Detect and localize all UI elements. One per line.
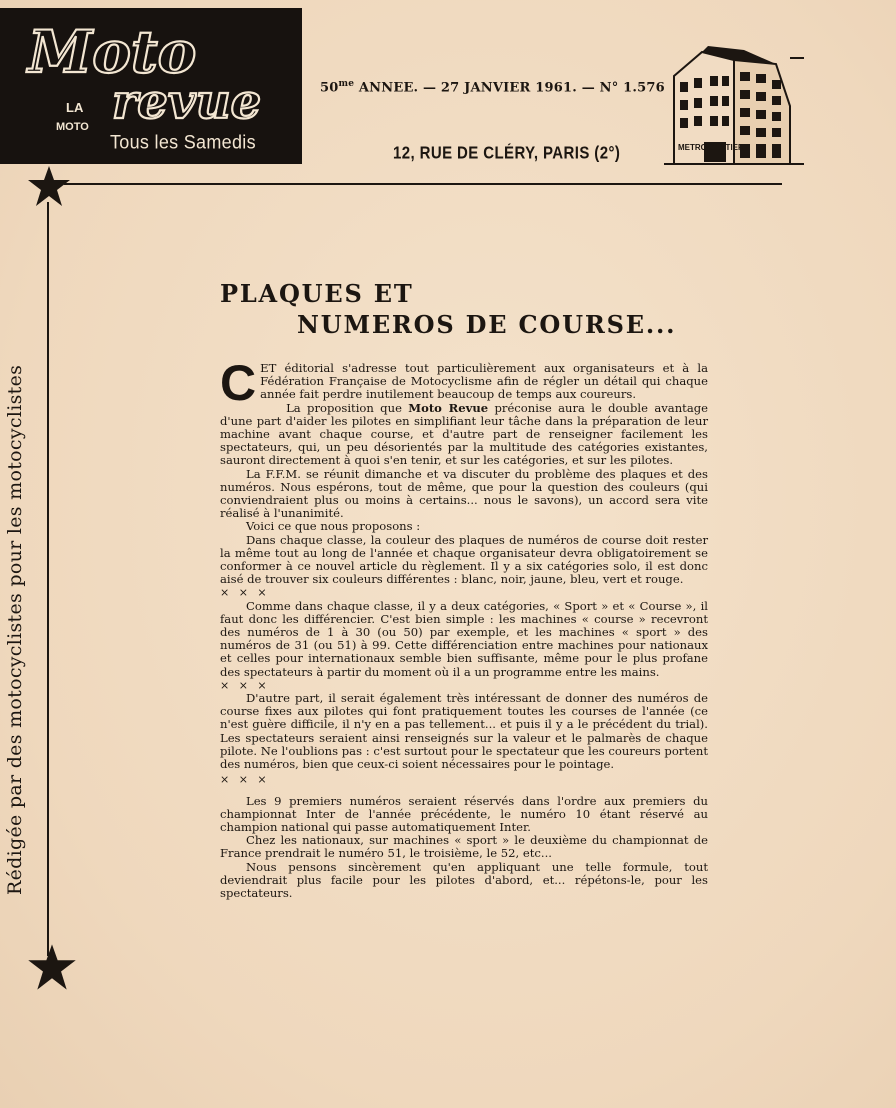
top-rule — [64, 183, 782, 185]
masthead-logo-block — [0, 8, 302, 164]
issue-date-number: ANNEE. — 27 JANVIER 1961. — N° 1.576 — [354, 80, 665, 96]
issue-year-suffix: me — [338, 79, 355, 89]
article-title-line-2: NUMEROS DE COURSE... — [297, 310, 677, 339]
drop-cap: C — [220, 355, 257, 411]
paragraph-categories: Comme dans chaque classe, il y a deux catégories, « Sport » et « Course », il faut donc les différencier. C'est bien simple : les machines « course » recevront des numéros de 1 à 30 (ou 50) par exemple, et les machines « sport » des numéros de 31 (ou 51) à 99. Cette différenciation entre machines pour nationaux et celles pour internationaux semble bien suffisante, même pour le plus profane des spectateurs à partir du moment où il a un programme entre les mains. — [220, 598, 708, 679]
logo-la-word: LA — [66, 100, 84, 115]
brand-name: Moto Revue — [408, 400, 489, 415]
moto-revue-logo — [20, 14, 280, 134]
article-title-line-1: PLAQUES ET — [220, 279, 414, 308]
paragraph-nationals: Chez les nationaux, sur machines « sport » le deuxième du championnat de France prendrait le numéro 51, le troisième, le 52, etc... — [220, 833, 708, 861]
paragraph-intro-text: ET éditorial s'adresse tout particulièrement aux organisateurs et à la Fédération Française de Motocyclisme afin de régler un détail qui chaque année fait perdre inutilement beaucoup de temps aux coureurs. — [260, 361, 708, 402]
issue-year-number: 50 — [320, 80, 339, 96]
logo-moto-small-word: MOTO — [56, 121, 89, 133]
paragraph-ffm: La F.F.M. se réunit dimanche et va discuter du problème des plaques et des numéros. Nous espérons, tout de même, que pour la question des couleurs (qui conviendraient plus ou moins à certains... nous le savons), un accord sera vite réalisé à l'unanimité. — [220, 466, 708, 521]
building-metro-sign: METRO SENTIER — [678, 143, 744, 152]
paragraph-first-nine: Les 9 premiers numéros seraient réservés dans l'ordre aux premiers du championnat Inter de l'année précédente, le numéro 10 étant réservé au champion national qui passe automatiquement Inter. — [220, 793, 708, 834]
vertical-slogan: Rédigée par des motocyclistes pour les motocyclistes — [4, 364, 26, 895]
section-separator: × × × — [220, 586, 270, 600]
masthead-tagline: Tous les Samedis — [110, 130, 256, 153]
building-illustration — [664, 46, 804, 166]
proposal-lead: La proposition que — [286, 400, 409, 415]
article-body — [220, 355, 709, 900]
paragraph-fixed-numbers: D'autre part, il serait également très intéressant de donner des numéros de course fixes aux pilotes qui font pratiquement toutes les courses de l'année (ce n'est guère difficile, il n'y en a pas tellement... et puis il y a le précédent du trial). Les spectateurs seraient ainsi renseignés sur la valeur et le palmarès de chaque pilote. Ne l'oublions pas : c'est surtout pour le spectateur que les coureurs portent des numéros, bien que ceux-ci soient nécessaires pour le pointage. — [220, 691, 708, 772]
publisher-address: 12, RUE DE CLÉRY, PARIS (2°) — [393, 143, 621, 164]
paragraph-conclusion: Nous pensons sincèrement qu'en appliquant une telle formule, tout deviendrait plus facile pour les pilotes d'abord, et... répétons-le, pour les spectateurs. — [220, 859, 708, 900]
section-separator: × × × — [220, 773, 270, 787]
star-ornament-bottom — [26, 942, 78, 992]
side-rule — [47, 202, 49, 956]
paragraph-colours: Dans chaque classe, la couleur des plaques de numéros de course doit rester la même tout au long de l'année et chaque organisateur devra obligatoirement se conformer à ce nouvel article du règlement. Il y a six catégories solo, il est donc aisé de trouver six couleurs différentes : blanc, noir, jaune, bleu, vert et rouge. — [220, 532, 708, 587]
proposal-text: préconise aura le double avantage d'une part d'aider les pilotes en simplifiant leur tâche dans la préparation de leur machine avant chaque course, et d'autre part de renseigner facilement les spectateurs, qui, un peu désorientés par la multitude des catégories existantes, sauront directement à quoi s'en tenir, et sur les catégories, et sur les pilotes. — [220, 400, 709, 468]
issue-line — [320, 79, 665, 95]
logo-revue-word: revue — [112, 74, 262, 130]
paragraph-voici: Voici ce que nous proposons : — [246, 519, 421, 534]
paragraph-proposal — [220, 402, 708, 468]
section-separator: × × × — [220, 678, 270, 692]
star-ornament-top — [26, 164, 72, 208]
logo-moto-word: Moto — [28, 18, 197, 86]
